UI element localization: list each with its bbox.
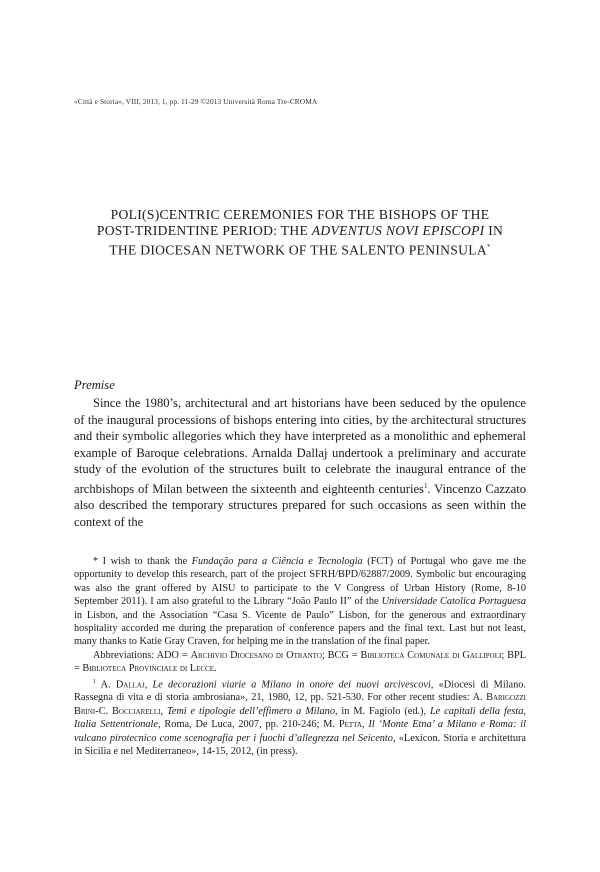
footnote-star: * I wish to thank the Fundação para a Ciência e Tecnologia (FCT) of Portugal who gave me the opportunity to develop this research, part of the project SFRH/BPD/62887/2009. Symbolic but encouraging was also the grant offered by AISU to participate to the V Congress of Urban History (Rome, 8-10 September 2011). I am also grateful to the Library “João Paulo II” of the Universidade Catolica Portuguesa in Lisbon, and the Association “Casa S. Vicente de Paulo” Lisbon, for the generous and extraordinary hospitality accorded me during the preparation of conference papers and the final text. Last but not least, many thanks to Katie Gray Craven, for helping me in the translation of the final paper. xyxy=(74,556,526,648)
footnote-ref-1: 1 xyxy=(423,481,428,490)
title-italic-phrase: ADVENTUS NOVI EPISCOPI xyxy=(311,223,485,239)
footnote-abbreviations: Abbreviations: ADO = Archivio Diocesano di Otranto; BCG = Biblioteca Comunale di Gallipoli; BPL = Biblioteca Provinciale di Lecce. xyxy=(74,649,527,675)
title-footnote-mark: * xyxy=(486,243,491,252)
title-line-3: THE DIOCESAN NETWORK OF THE SALENTO PENINSULA* xyxy=(109,242,491,258)
article-title xyxy=(60,207,540,259)
section-heading: Premise xyxy=(74,378,115,392)
title-line-1: POLI(S)CENTRIC CEREMONIES FOR THE BISHOPS OF THE xyxy=(110,207,490,222)
footnotes xyxy=(74,555,526,759)
body-paragraph: Since the 1980’s, architectural and art historians have been seduced by the opulence of the inaugural processions of bishops entering into cities, by the architectural structures and their symbolic allegories which they have interpreted as a monolithic and ephemeral example of Baroque celebrations. Arnalda Dallaj undertook a preliminary and accurate study of the evolution of the structures built to celebrate the inaugural entrance of the archbishops of Milan between the sixteenth and eighteenth centuries$^1$. Vincenzo Cazzato also described the temporary structures prepared for such occasions as seen within the context of the xyxy=(74,396,526,529)
title-line-2: POST-TRIDENTINE PERIOD: THE ADVENTUS NOVI EPISCOPI IN xyxy=(96,223,504,239)
journal-header: «Città e Storia», VIII, 2013, 1, pp. 11-29 ©2013 Università Roma Tre-CROMA xyxy=(74,97,318,106)
footnote-1: $^1$ A. Dallaj, Le decorazioni viarie a Milano in onore dei nuovi arcivescovi, «Diocesi di Milano. Rassegna di vita e di storia ambrosiana», 21, 1980, 12, pp. 521-530. For other recent studies: A. Barigozzi Brini-C. Bocciarelli, Temi e tipologie dell’effimero a Milano, in M. Fagiolo (ed.), Le capitali della festa, Italia Settentrionale, Roma, De Luca, 2007, pp. 210-246; M. Petta, Il ‘Monte Etna’ a Milano e Roma: il vulcano pirotecnico come scenografia per i fuochi d’allegrezza nel Seicento, «Lexicon. Storia e architettura in Sicilia e nel Mediterraneo», 14-15, 2012, (in press). xyxy=(74,678,527,758)
